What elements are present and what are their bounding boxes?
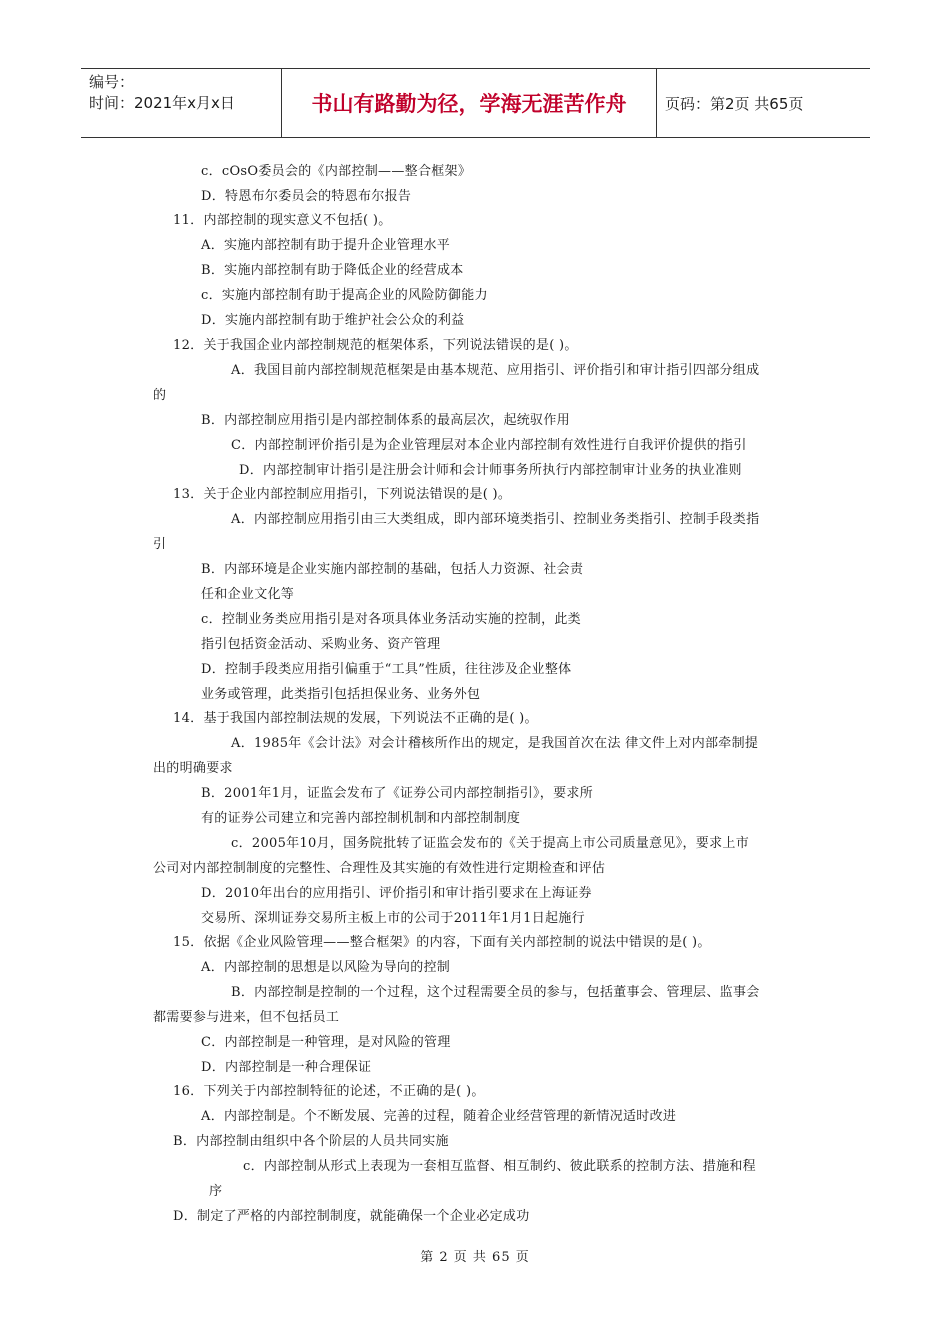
text-line: D．2010年出台的应用指引、评价指引和审计指引要求在上海证券 xyxy=(201,886,592,901)
text-line: C．内部控制是一种管理，是对风险的管理 xyxy=(201,1035,451,1050)
text-line: D．控制手段类应用指引偏重于“工具”性质，往往涉及企业整体 xyxy=(201,662,572,677)
header-motto: 书山有路勤为径，学海无涯苦作舟 xyxy=(282,69,657,137)
text-line: c．2005年10月，国务院批转了证监会发布的《关于提高上市公司质量意见》，要求上市 xyxy=(231,836,750,851)
question-line: 16．下列关于内部控制特征的论述，不正确的是( )。 xyxy=(173,1084,485,1099)
text-line: A．1985年《会计法》对会计稽核所作出的规定，是我国首次在法 律文件上对内部牵制提 xyxy=(231,736,759,751)
text-line: D．内部控制审计指引是注册会计师和会计师事务所执行内部控制审计业务的执业准则 xyxy=(239,463,742,478)
question-line: 15．依据《企业风险管理——整合框架》的内容，下面有关内部控制的说法中错误的是( )。 xyxy=(173,935,711,950)
text-line: A．内部控制应用指引由三大类组成，即内部环境类指引、控制业务类指引、控制手段类指 xyxy=(231,512,760,527)
text-line: 有的证券公司建立和完善内部控制机制和内部控制制度 xyxy=(201,811,521,826)
question-line: 13．关于企业内部控制应用指引，下列说法错误的是( )。 xyxy=(173,487,512,502)
text-line: 出的明确要求 xyxy=(153,761,233,776)
document-time-label: 时间：2021年x月x日 xyxy=(89,94,235,112)
page-footer: 第 2 页 共 65 页 xyxy=(420,1250,530,1265)
question-line: 11．内部控制的现实意义不包括( )。 xyxy=(173,213,392,228)
text-line: D．内部控制是一种合理保证 xyxy=(201,1060,372,1075)
text-line: 指引包括资金活动、采购业务、资产管理 xyxy=(201,637,441,652)
text-line: c．控制业务类应用指引是对各项具体业务活动实施的控制，此类 xyxy=(201,612,581,627)
text-line: c．实施内部控制有助于提高企业的风险防御能力 xyxy=(201,288,488,303)
text-line: A．实施内部控制有助于提升企业管理水平 xyxy=(201,238,451,253)
text-line: D．特恩布尔委员会的特恩布尔报告 xyxy=(201,189,412,204)
text-line: A．内部控制是。个不断发展、完善的过程，随着企业经营管理的新情况适时改进 xyxy=(201,1109,677,1124)
document-number-label: 编号： xyxy=(89,73,135,91)
text-line: D．实施内部控制有助于维护社会公众的利益 xyxy=(201,313,465,328)
text-line: B．内部控制应用指引是内部控制体系的最高层次，起统驭作用 xyxy=(201,413,570,428)
text-line: A．内部控制的思想是以风险为导向的控制 xyxy=(201,960,451,975)
header-page-number: 页码：第2页 共65页 xyxy=(665,94,804,113)
text-line: 引 xyxy=(153,537,167,552)
text-line: 公司对内部控制制度的完整性、合理性及其实施的有效性进行定期检查和评估 xyxy=(153,861,606,876)
text-line: B．实施内部控制有助于降低企业的经营成本 xyxy=(201,263,464,278)
text-line: 序 xyxy=(209,1184,223,1199)
text-line: c．cOsO委员会的《内部控制——整合框架》 xyxy=(201,164,472,179)
text-line: 交易所、深圳证券交易所主板上市的公司于2011年1月1日起施行 xyxy=(201,911,585,926)
text-line: 业务或管理，此类指引包括担保业务、业务外包 xyxy=(201,687,481,702)
text-line: 任和企业文化等 xyxy=(201,587,295,602)
text-line: B．内部控制是控制的一个过程，这个过程需要全员的参与，包括董事会、管理层、监事会 xyxy=(231,985,760,1000)
text-line: D．制定了严格的内部控制制度，就能确保一个企业必定成功 xyxy=(173,1209,530,1224)
text-line: 的 xyxy=(153,388,167,403)
text-line: C．内部控制评价指引是为企业管理层对本企业内部控制有效性进行自我评价提供的指引 xyxy=(231,438,747,453)
question-line: 14．基于我国内部控制法规的发展，下列说法不正确的是( )。 xyxy=(173,711,538,726)
text-line: c．内部控制从形式上表现为一套相互监督、相互制约、彼此联系的控制方法、措施和程 xyxy=(243,1159,756,1174)
text-line: B．2001年1月，证监会发布了《证券公司内部控制指引》，要求所 xyxy=(201,786,594,801)
text-line: B．内部控制由组织中各个阶层的人员共同实施 xyxy=(173,1134,449,1149)
question-line: 12．关于我国企业内部控制规范的框架体系，下列说法错误的是( )。 xyxy=(173,338,578,353)
text-line: A．我国目前内部控制规范框架是由基本规范、应用指引、评价指引和审计指引四部分组成 xyxy=(231,363,760,378)
text-line: B．内部环境是企业实施内部控制的基础，包括人力资源、社会责 xyxy=(201,562,584,577)
text-line: 都需要参与进来，但不包括员工 xyxy=(153,1010,340,1025)
